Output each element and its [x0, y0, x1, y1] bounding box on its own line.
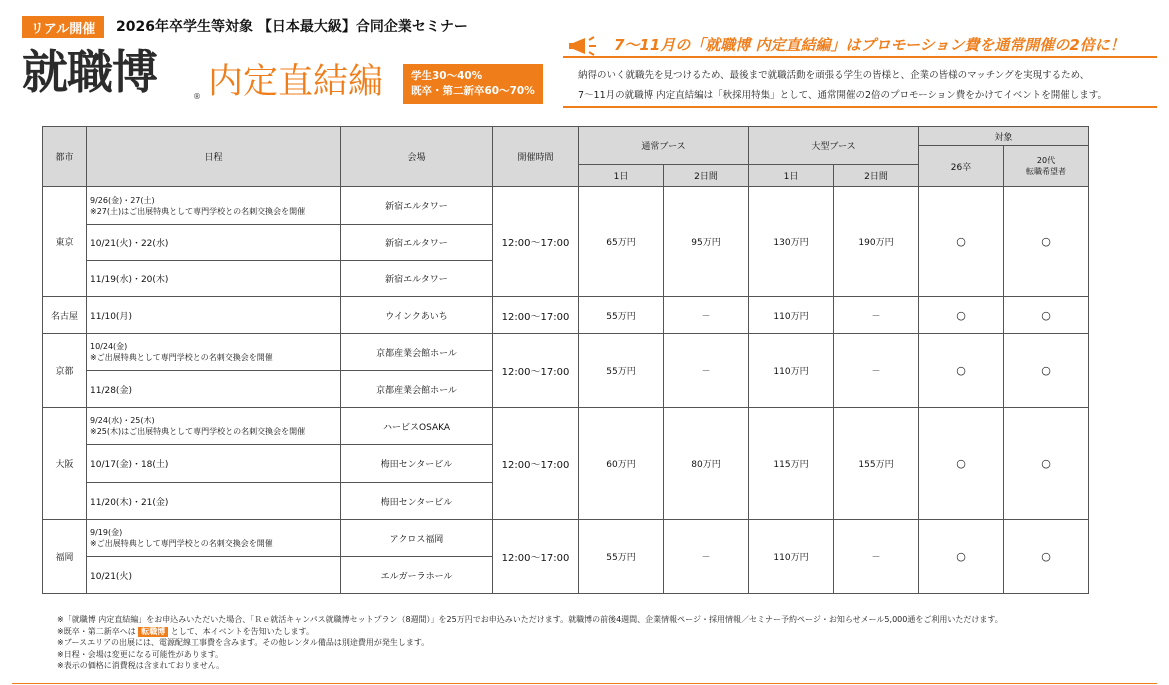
price-normal-2days: － — [664, 297, 749, 334]
footnote: ※「就職博 内定直結編」をお申込みいただいた場合、「Ｒｅ就活キャンパス就職博セットプラン（8週間）」を25万円でお申込みいただけます。就職博の前後4週間、企業情報ページ・採用情報／セミナー予約ページ・お知らせメール5,000通をご利用いただけます。 — [57, 615, 1003, 624]
schedule-cell: 10/21(火)・22(水) — [87, 225, 341, 261]
registered-mark: ® — [193, 92, 201, 101]
target-20s-mark: ○ — [1004, 408, 1089, 520]
schedule-cell — [87, 520, 341, 557]
price-normal-1day: 55万円 — [579, 297, 664, 334]
header-target: 対象 — [919, 127, 1089, 146]
target-20s-mark: ○ — [1004, 297, 1089, 334]
seminar-schedule-table — [42, 126, 1089, 594]
schedule-date: 9/24(水)・25(木) — [90, 416, 155, 425]
schedule-cell: 10/21(火) — [87, 557, 341, 594]
promo-headline: 7～11月の「就職博 内定直結編」はプロモーション費を通常開催の2倍に！ — [614, 36, 1125, 54]
naitei-chokketsu-logo: 内定直結編 — [208, 62, 384, 102]
time-cell: 12:00～17:00 — [493, 187, 579, 297]
price-normal-1day: 55万円 — [579, 520, 664, 594]
header-twenties-line1: 20代 — [1036, 156, 1056, 165]
price-normal-1day: 65万円 — [579, 187, 664, 297]
venue-cell: 梅田センタービル — [341, 483, 493, 520]
header-time: 開催時間 — [493, 127, 579, 187]
price-large-1day: 110万円 — [749, 334, 834, 408]
price-large-2days: － — [834, 520, 919, 594]
table-row — [43, 334, 1089, 371]
promo-divider-bottom — [563, 106, 1157, 108]
price-normal-2days: 95万円 — [664, 187, 749, 297]
price-large-2days: 155万円 — [834, 408, 919, 520]
city-cell: 京都 — [43, 334, 87, 408]
ratio-students: 学生30～40% — [411, 70, 483, 82]
bottom-divider — [12, 683, 1157, 684]
target-26-mark: ○ — [919, 334, 1004, 408]
venue-cell: 京都産業会館ホール — [341, 371, 493, 408]
price-large-1day: 130万円 — [749, 187, 834, 297]
venue-cell: 京都産業会館ホール — [341, 334, 493, 371]
target-26-mark: ○ — [919, 187, 1004, 297]
header-venue: 会場 — [341, 127, 493, 187]
header-large-2days: 2日間 — [834, 165, 919, 187]
schedule-cell — [87, 408, 341, 445]
price-large-2days: 190万円 — [834, 187, 919, 297]
time-cell: 12:00～17:00 — [493, 520, 579, 594]
header-large-1day: 1日 — [749, 165, 834, 187]
venue-cell: アクロス福岡 — [341, 520, 493, 557]
promo-description — [578, 66, 1158, 106]
real-event-badge: リアル開催 — [22, 16, 104, 38]
schedule-cell: 11/19(水)・20(木) — [87, 261, 341, 297]
venue-cell: エルガーラホール — [341, 557, 493, 594]
venue-cell: ハービスOSAKA — [341, 408, 493, 445]
city-cell: 名古屋 — [43, 297, 87, 334]
price-large-1day: 110万円 — [749, 297, 834, 334]
header-normal-2days: 2日間 — [664, 165, 749, 187]
footnote-text: として、本イベントを告知いたします。 — [170, 626, 314, 636]
schedule-date: 10/24(金) — [90, 342, 128, 351]
header-twenties — [1004, 146, 1089, 187]
target-20s-mark: ○ — [1004, 334, 1089, 408]
schedule-cell: 11/20(木)・21(金) — [87, 483, 341, 520]
ratio-graduates: 既卒・第二新卒60～70% — [411, 85, 535, 97]
attendee-ratio-box — [403, 64, 543, 104]
header-normal-1day: 1日 — [579, 165, 664, 187]
schedule-cell: 11/10(月) — [87, 297, 341, 334]
target-20s-mark: ○ — [1004, 187, 1089, 297]
footnote: ※ブースエリアの出展には、電源配線工事費を含みます。その他レンタル備品は別途費用が発生します。 — [57, 638, 430, 647]
target-26-mark: ○ — [919, 520, 1004, 594]
footnote: ※日程・会場は変更になる可能性があります。 — [57, 649, 224, 659]
schedule-cell: 11/28(金) — [87, 371, 341, 408]
venue-cell: 新宿エルタワー — [341, 261, 493, 297]
city-cell: 東京 — [43, 187, 87, 297]
venue-cell: ウインクあいち — [341, 297, 493, 334]
header-normal-booth: 通常ブース — [579, 127, 749, 165]
header-city: 都市 — [43, 127, 87, 187]
city-cell: 福岡 — [43, 520, 87, 594]
promo-text-line: 納得のいく就職先を見つけるため、最後まで就職活動を頑張る学生の皆様と、企業の皆様のマッチングを実現するため、 — [578, 70, 1090, 81]
event-title: 2026年卒学生等対象 【日本最大級】合同企業セミナー — [116, 19, 468, 35]
price-normal-1day: 60万円 — [579, 408, 664, 520]
schedule-note: ※27(土)はご出展特典として専門学校との名刺交換会を開催 — [90, 206, 306, 216]
footnote — [57, 626, 1003, 638]
schedule-cell — [87, 187, 341, 225]
venue-cell: 新宿エルタワー — [341, 225, 493, 261]
table-row — [43, 408, 1089, 445]
price-normal-2days: － — [664, 520, 749, 594]
footnotes — [57, 614, 1003, 672]
header-twenties-line2: 転職希望者 — [1026, 167, 1066, 176]
promo-text-line: 7～11月の就職博 内定直結編は「秋採用特集」として、通常開催の2倍のプロモーション費をかけてイベントを開催します。 — [578, 90, 1107, 101]
header-large-booth: 大型ブース — [749, 127, 919, 165]
schedule-cell: 10/17(金)・18(土) — [87, 445, 341, 483]
schedule-note: ※25(木)はご出展特典として専門学校との名刺交換会を開催 — [90, 427, 306, 436]
venue-cell: 新宿エルタワー — [341, 187, 493, 225]
target-20s-mark: ○ — [1004, 520, 1089, 594]
table-row — [43, 187, 1089, 225]
schedule-date: 9/26(金)・27(土) — [90, 195, 155, 205]
time-cell: 12:00～17:00 — [493, 297, 579, 334]
header-schedule: 日程 — [87, 127, 341, 187]
schedule-note: ※ご出展特典として専門学校との名刺交換会を開催 — [90, 353, 273, 362]
target-26-mark: ○ — [919, 408, 1004, 520]
megaphone-icon — [567, 34, 603, 58]
shushokuhaku-logo: 就職博 — [22, 45, 157, 99]
schedule-note: ※ご出展特典として専門学校との名刺交換会を開催 — [90, 539, 273, 548]
promo-divider — [563, 56, 1157, 58]
price-large-1day: 115万円 — [749, 408, 834, 520]
tenshokuhaku-logo: 転職博 — [138, 627, 168, 637]
price-normal-1day: 55万円 — [579, 334, 664, 408]
schedule-date: 9/19(金) — [90, 528, 123, 537]
header-grad26: 26卒 — [919, 146, 1004, 187]
city-cell: 大阪 — [43, 408, 87, 520]
time-cell: 12:00～17:00 — [493, 408, 579, 520]
price-normal-2days: － — [664, 334, 749, 408]
time-cell: 12:00～17:00 — [493, 334, 579, 408]
schedule-cell — [87, 334, 341, 371]
target-26-mark: ○ — [919, 297, 1004, 334]
table-row — [43, 520, 1089, 557]
table-row — [43, 297, 1089, 334]
price-normal-2days: 80万円 — [664, 408, 749, 520]
venue-cell: 梅田センタービル — [341, 445, 493, 483]
footnote: ※表示の価格に消費税は含まれておりません。 — [57, 661, 225, 670]
price-large-1day: 110万円 — [749, 520, 834, 594]
footnote-text: ※既卒・第二新卒へは — [57, 626, 136, 636]
price-large-2days: － — [834, 334, 919, 408]
price-large-2days: － — [834, 297, 919, 334]
